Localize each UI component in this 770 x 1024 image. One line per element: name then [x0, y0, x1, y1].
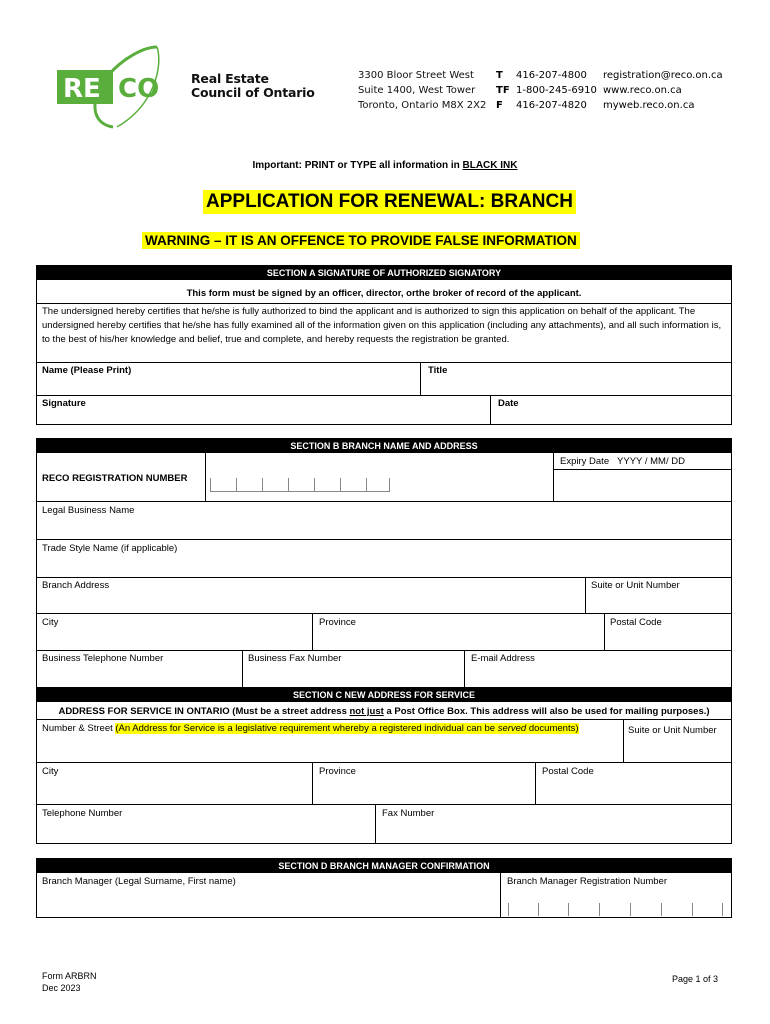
number-street-label: Number & Street (An Address for Service is a legislative requirement whereby a registered individual can be served documents): [42, 723, 579, 734]
service-fax-label: Fax Number: [382, 808, 435, 819]
contact-label: T: [496, 70, 503, 81]
name-field[interactable]: [37, 363, 420, 395]
digit-tick: [692, 903, 693, 916]
manager-name-label: Branch Manager (Legal Surname, First name): [42, 876, 236, 887]
business-phone-field[interactable]: [37, 651, 242, 687]
tollfree-number: 1-800-245-6910: [516, 85, 597, 96]
reco-registration-field[interactable]: [210, 474, 390, 492]
logo-text-re: RE: [63, 74, 101, 104]
reco-registration-label: RECO REGISTRATION NUMBER: [42, 473, 188, 484]
manager-name-field[interactable]: [37, 874, 500, 917]
section-a-instruction: This form must be signed by an officer, director, orthe broker of record of the applicant.: [186, 288, 582, 299]
signature-label: Signature: [42, 398, 86, 409]
logo-text-co: CO: [118, 74, 160, 104]
divider: [500, 873, 501, 918]
org-address: [358, 68, 486, 113]
digit-tick: [262, 478, 263, 492]
city-label: City: [42, 617, 59, 628]
number-street-field[interactable]: [37, 720, 622, 762]
page-number: Page 1 of 3: [672, 974, 719, 984]
manager-registration-label: Branch Manager Registration Number: [507, 876, 667, 887]
trade-style-name-label: Trade Style Name (if applicable): [42, 543, 178, 554]
trade-style-name-field[interactable]: [37, 540, 731, 577]
service-suite-unit-field[interactable]: [624, 720, 731, 762]
email-link[interactable]: registration@reco.on.ca: [603, 70, 723, 81]
digit-tick: [314, 478, 315, 492]
org-name-line1: Real Estate: [191, 71, 269, 86]
city-field[interactable]: [37, 614, 312, 650]
address-line: Toronto, Ontario M8X 2X2: [358, 100, 487, 111]
signature-field[interactable]: [37, 396, 490, 424]
section-b-header: SECTION B BRANCH NAME AND ADDRESS: [36, 439, 732, 453]
address-line: 3300 Bloor Street West: [358, 70, 474, 81]
branch-address-field[interactable]: [37, 578, 585, 613]
service-telephone-field[interactable]: [37, 805, 374, 843]
digit-tick: [340, 478, 341, 492]
service-note: (An Address for Service is a legislative requirement whereby a registered individual can be served documents): [115, 723, 579, 734]
reco-logo: [55, 45, 175, 130]
service-suite-unit-label: Suite or Unit Number: [628, 725, 717, 736]
business-phone-label: Business Telephone Number: [42, 653, 164, 664]
expiry-date-label: Expiry Date YYYY / MM/ DD: [560, 456, 685, 467]
digit-tick: [288, 478, 289, 492]
digit-tick: [538, 903, 539, 916]
address-line: Suite 1400, West Tower: [358, 85, 476, 96]
important-notice: [0, 160, 770, 171]
divider: [205, 453, 206, 501]
service-fax-field[interactable]: [376, 805, 731, 843]
branch-address-label: Branch Address: [42, 580, 110, 591]
province-field[interactable]: [313, 614, 604, 650]
page-title: APPLICATION FOR RENEWAL: BRANCH: [203, 190, 576, 214]
important-text: Important: PRINT or TYPE all information in: [252, 160, 463, 171]
date-label: Date: [498, 398, 519, 409]
title-label: Title: [428, 365, 448, 376]
legal-business-name-field[interactable]: [37, 502, 731, 539]
service-city-field[interactable]: [37, 763, 312, 804]
date-field[interactable]: [491, 396, 731, 424]
fax-number: 416-207-4820: [516, 100, 587, 111]
form-code: Form ARBRN: [42, 971, 97, 981]
digit-tick: [508, 903, 509, 916]
suite-unit-label: Suite or Unit Number: [591, 580, 680, 591]
name-label: Name (Please Print): [42, 365, 132, 376]
org-name-line2: Council of Ontario: [191, 85, 315, 100]
expiry-format: YYYY / MM/ DD: [617, 456, 685, 467]
email-field[interactable]: [465, 651, 731, 687]
website-link[interactable]: www.reco.on.ca: [603, 85, 682, 96]
contact-web: [603, 68, 723, 113]
digit-tick: [366, 478, 367, 492]
service-province-field[interactable]: [313, 763, 535, 804]
email-label: E-mail Address: [471, 653, 535, 664]
business-fax-label: Business Fax Number: [248, 653, 342, 664]
business-fax-field[interactable]: [243, 651, 464, 687]
myweb-link[interactable]: myweb.reco.on.ca: [603, 100, 695, 111]
divider: [36, 303, 732, 304]
subheader-emphasis: not just: [349, 706, 384, 717]
digit-tick: [599, 903, 600, 916]
contact-label: TF: [496, 85, 510, 96]
important-underlined: BLACK INK: [462, 160, 518, 171]
org-name: [191, 72, 315, 100]
section-a-header: SECTION A SIGNATURE OF AUTHORIZED SIGNATORY: [36, 266, 732, 280]
postal-code-field[interactable]: [605, 614, 731, 650]
form-id: [42, 970, 97, 994]
section-c-header: SECTION C NEW ADDRESS FOR SERVICE: [36, 688, 732, 702]
suite-unit-field[interactable]: [586, 578, 731, 613]
contact-labels: [496, 68, 510, 113]
contact-numbers: [516, 68, 597, 113]
service-telephone-label: Telephone Number: [42, 808, 123, 819]
digit-tick: [389, 478, 390, 492]
service-postal-code-field[interactable]: [536, 763, 731, 804]
digit-tick: [568, 903, 569, 916]
digit-tick: [661, 903, 662, 916]
service-postal-code-label: Postal Code: [542, 766, 594, 777]
legal-business-name-label: Legal Business Name: [42, 505, 135, 516]
section-d-header: SECTION D BRANCH MANAGER CONFIRMATION: [36, 859, 732, 873]
phone-number: 416-207-4800: [516, 70, 587, 81]
expiry-date-field[interactable]: [554, 470, 731, 500]
digit-tick: [722, 903, 723, 916]
digit-tick: [236, 478, 237, 492]
manager-registration-field[interactable]: [506, 898, 726, 916]
digit-tick: [630, 903, 631, 916]
digit-tick: [210, 478, 211, 492]
certification-text: The undersigned hereby certifies that he/she is fully authorized to bind the applicant and is authorized to sign this application on behalf of the applicant. The undersigned hereby certifies that he/she has fully examined all of the information given on this application (including any attachments), and all such information is, to the best of his/her knowledge and belief, true and complete, and hereby requests the registration be granted.: [42, 306, 722, 345]
warning-banner: WARNING – IT IS AN OFFENCE TO PROVIDE FALSE INFORMATION: [142, 232, 580, 249]
postal-code-label: Postal Code: [610, 617, 662, 628]
service-province-label: Province: [319, 766, 356, 777]
service-city-label: City: [42, 766, 59, 777]
service-address-subheader: ADDRESS FOR SERVICE IN ONTARIO (Must be a street address not just a Post Office Box. This address will also be used for mailing purposes.): [58, 706, 710, 717]
form-date: Dec 2023: [42, 983, 81, 993]
contact-label: F: [496, 100, 503, 111]
province-label: Province: [319, 617, 356, 628]
title-field[interactable]: [421, 363, 731, 395]
